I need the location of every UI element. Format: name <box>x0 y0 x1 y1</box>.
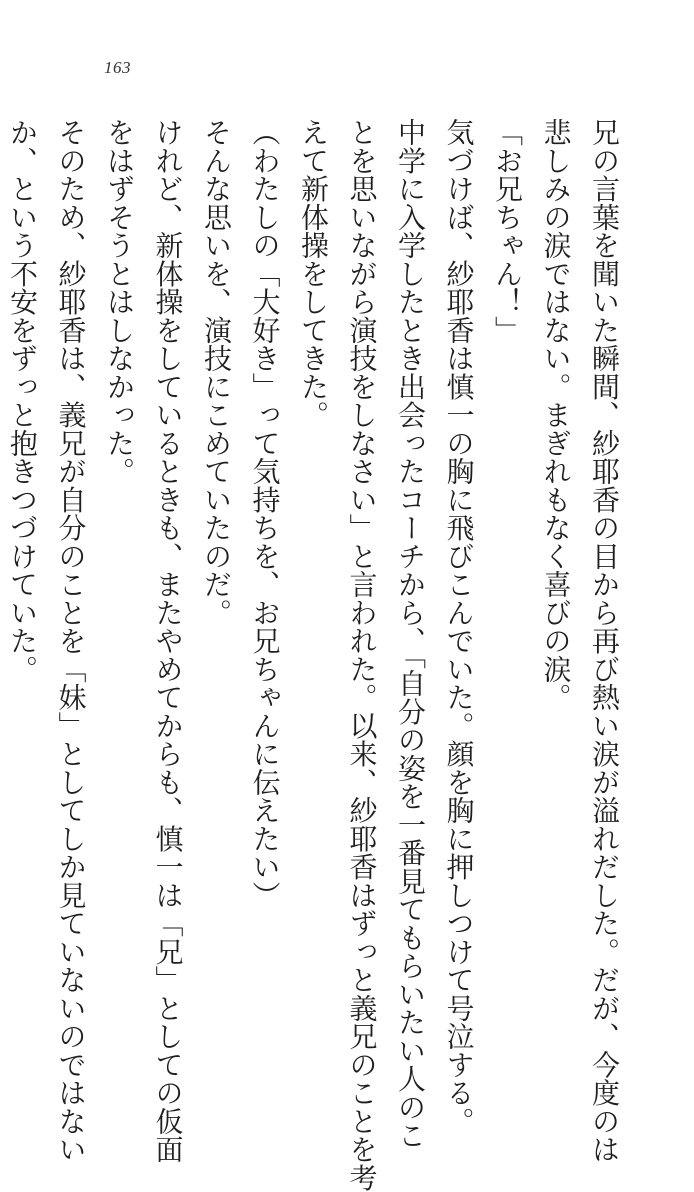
text-line: そのため、紗耶香は、義兄が自分のことを「妹」としてしか見ていないのではない <box>54 118 88 1164</box>
body-text <box>0 118 628 1192</box>
text-line: 悲しみの涙ではない。まぎれもなく喜びの涙。 <box>539 118 573 712</box>
text-line: とを思いながら演技をしなさい」と言われた。以来、紗耶香はずっと義兄のことを考 <box>345 118 379 1192</box>
text-line: をはずそうとはしなかった。 <box>103 118 136 486</box>
text-line: か、という不安をずっと抱きつづけていた。 <box>6 118 39 683</box>
text-line: 「お兄ちゃん！」 <box>491 118 524 344</box>
text-line: 気づけば、紗耶香は慎一の胸に飛びこんでいた。顔を胸に押しつけて号泣する。 <box>442 118 476 1135</box>
text-line: そんな思いを、演技にこめていたのだ。 <box>200 118 233 627</box>
text-line: （わたしの「大好き」って気持ちを、お兄ちゃんに伝えたい） <box>248 118 282 909</box>
text-line: 中学に入学したとき出会ったコーチから、「自分の姿を一番見てもらいたい人のこ <box>394 118 427 1150</box>
text-line: けれど、新体操をしているときも、またやめてからも、慎一は「兄」としての仮面 <box>151 118 185 1164</box>
page-number: 163 <box>104 58 131 77</box>
text-line: 兄の言葉を聞いた瞬間、紗耶香の目から再び熱い涙が溢れだした。だが、今度のは <box>588 118 621 1164</box>
text-line: えて新体操をしてきた。 <box>297 118 330 429</box>
